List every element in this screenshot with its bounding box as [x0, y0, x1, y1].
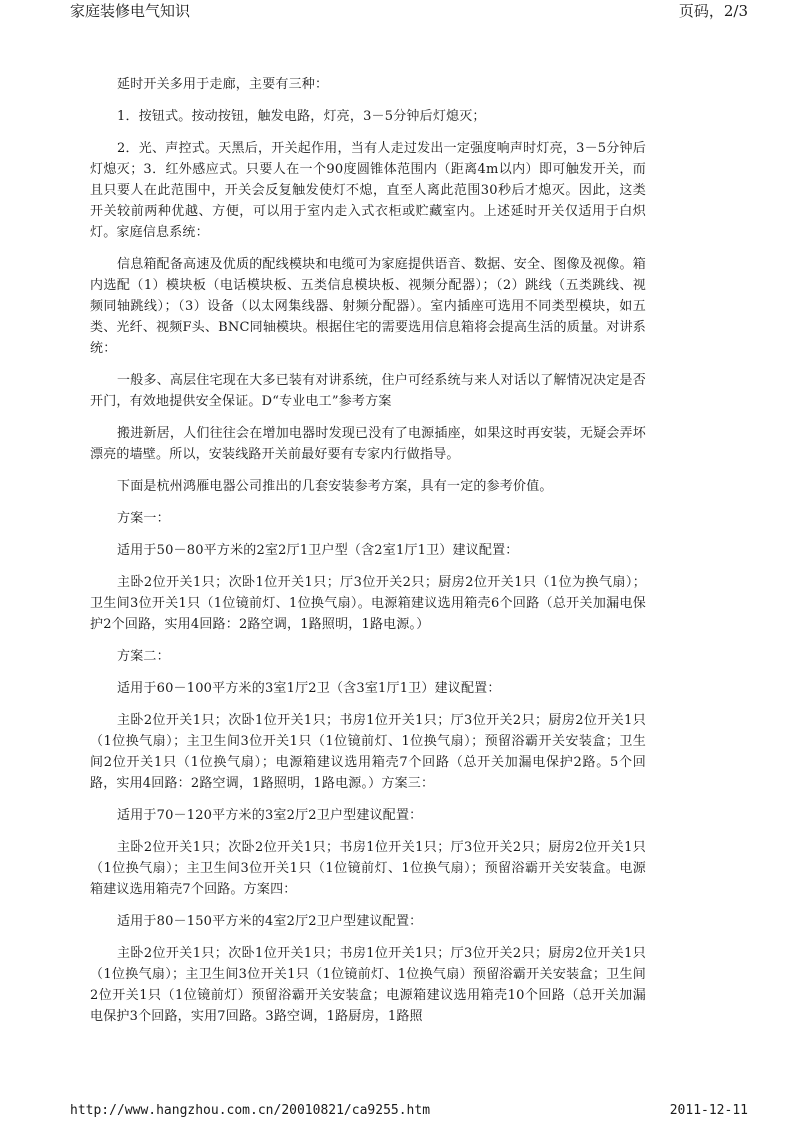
paragraph-intercom: 一般多、高层住宅现在大多已装有对讲系统，住户可经系统与来人对话以了解情况决定是否开门，有效地提供安全保证。D“专业电工”参考方案: [90, 373, 646, 409]
print-date: 2011-12-11: [669, 1103, 748, 1118]
article-body: [90, 74, 646, 1038]
page-footer: [0, 1102, 794, 1120]
plan-two-scope: 适用于60－100平方米的3室1厅2卫（含3室1厅1卫）建议配置：: [117, 681, 501, 696]
plan-two-config: 主卧2位开关1只；次卧1位开关1只；书房1位开关1只；厅3位开关2只；厨房2位开关1只（1位换气扇）；主卫生间3位开关1只（1位镜前灯、1位换气扇）；预留浴霸开关安装盒；卫生间2位开关1只（1位换气扇）；电源箱建议选用箱壳7个回路（总开关加漏电保护2路。5个回路，实用4回路：2路空调，1路照明，1路电源。）方案三：: [90, 713, 646, 791]
paragraph-reference-intro: 下面是杭州鸿雁电器公司推出的几套安装参考方案，具有一定的参考价值。: [117, 479, 553, 494]
plan-two-heading: 方案二：: [117, 649, 170, 664]
page-number: 页码，2/3: [678, 2, 748, 20]
paragraph-info-box: 信息箱配备高速及优质的配线模块和电缆可为家庭提供语音、数据、安全、图像及视像。箱内选配（1）模块板（电话模块板、五类信息模块板、视频分配器）；（2）跳线（五类跳线、视频同轴跳线）；（3）设备（以太网集线器、射频分配器）。室内插座可选用不同类型模块，如五类、光纤、视频F头、BNC同轴模块。根据住宅的需要选用信息箱将会提高生活的质量。对讲系统：: [90, 257, 646, 356]
plan-three-config: 主卧2位开关1只；次卧2位开关1只；书房1位开关1只；厅3位开关2只；厨房2位开关1只（1位换气扇）；主卫生间3位开关1只（1位镜前灯、1位换气扇）；预留浴霸开关安装盒。电源箱建议选用箱壳7个回路。方案四：: [90, 840, 646, 897]
plan-four-config: 主卧2位开关1只；次卧1位开关1只；书房1位开关1只；厅3位开关2只；厨房2位开关1只（1位换气扇）；主卫生间3位开关1只（1位镜前灯、1位换气扇）预留浴霸开关安装盒；卫生间2位开关1只（1位镜前灯）预留浴霸开关安装盒；电源箱建议选用箱壳10个回路（总开关加漏电保护3个回路，实用7回路。3路空调，1路厨房，1路照: [90, 946, 646, 1024]
page-header: [0, 0, 794, 22]
plan-four-scope: 适用于80－150平方米的4室2厅2卫户型建议配置：: [117, 914, 423, 929]
plan-one-heading: 方案一：: [117, 511, 170, 526]
plan-three-scope: 适用于70－120平方米的3室2厅2卫户型建议配置：: [117, 808, 423, 823]
document-title: 家庭装修电气知识: [70, 2, 191, 20]
source-url: http://www.hangzhou.com.cn/20010821/ca9255.htm: [70, 1103, 431, 1118]
paragraph-button-type: 1．按钮式。按动按钮，触发电路，灯亮，3－5分钟后灯熄灭；: [117, 109, 486, 124]
paragraph-new-home: 搬进新居，人们往往会在增加电器时发现已没有了电源插座，如果这时再安装，无疑会弄坏漂亮的墙壁。所以，安装线路开关前最好要有专家内行做指导。: [90, 426, 646, 462]
plan-one-scope: 适用于50－80平方米的2室2厅1卫户型（含2室1厅1卫）建议配置：: [117, 543, 519, 558]
plan-one-config: 主卧2位开关1只；次卧1位开关1只；厅3位开关2只；厨房2位开关1只（1位为换气扇）；卫生间3位开关1只（1位镜前灯、1位换气扇）。电源箱建议选用箱壳6个回路（总开关加漏电保护2个回路，实用4回路：2路空调，1路照明，1路电源。）: [90, 575, 646, 632]
paragraph-intro: 延时开关多用于走廊，主要有三种：: [117, 77, 329, 92]
paragraph-light-sound-type: 2．光、声控式。天黑后，开关起作用，当有人走过发出一定强度响声时灯亮，3－5分钟后灯熄灭；3．红外感应式。只要人在一个90度圆锥体范围内（距离4m以内）即可触发开关，而且只要人在此范围中，开关会反复触发使灯不熄，直至人离此范围30秒后才熄灭。因此，这类开关较前两种优越、方便，可以用于室内走入式衣柜或贮藏室内。上述延时开关仅适用于白炽灯。家庭信息系统：: [90, 141, 646, 240]
